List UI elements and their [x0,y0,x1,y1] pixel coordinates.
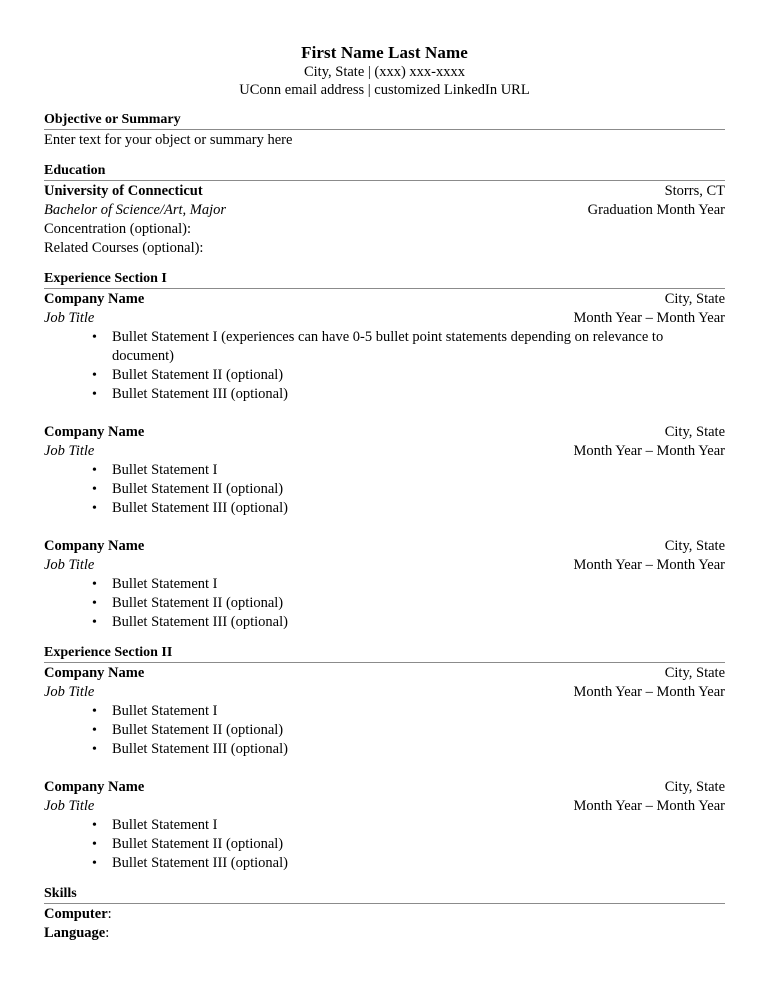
skill-row[interactable] [44,905,725,924]
experience-1-entries [44,289,725,632]
applicant-name: First Name Last Name [301,43,468,62]
experience-bullet-item[interactable]: • Bullet Statement I [92,702,725,721]
experience-title-row [44,797,725,816]
experience-bullet-item[interactable]: • Bullet Statement I [92,575,725,594]
experience-location: City, State [664,665,725,681]
section-heading-experience-1: Experience Section I [44,271,725,289]
experience-company-name: Company Name [44,291,145,307]
experience-company-row [44,537,725,556]
resume-header [44,42,725,99]
experience-bullet-item[interactable]: • Bullet Statement I [92,816,725,835]
section-experience-1 [44,271,725,632]
experience-dates: Month Year – Month Year [573,798,725,814]
experience-location: City, State [664,424,725,440]
experience-job-title: Job Title [44,443,95,459]
section-heading-experience-2: Experience Section II [44,645,725,663]
experience-bullet-item[interactable]: • Bullet Statement III (optional) [92,740,725,759]
experience-bullet-list [44,816,725,873]
experience-bullet-list [44,702,725,759]
skill-colon: : [107,906,112,922]
experience-bullet-item[interactable]: • Bullet Statement III (optional) [92,499,725,518]
experience-location: City, State [664,779,725,795]
experience-entry [44,423,725,518]
experience-entry [44,664,725,759]
experience-bullet-list [44,461,725,518]
experience-entry [44,290,725,404]
experience-bullet-list [44,575,725,632]
education-location: Storrs, CT [664,183,725,199]
skills-rows [44,904,725,943]
education-graduation-date: Graduation Month Year [587,202,725,218]
contact-line-location-phone: City, State | (xxx) xxx-xxxx [303,64,466,80]
experience-entry [44,778,725,873]
experience-company-row [44,423,725,442]
skill-row[interactable] [44,924,725,943]
experience-2-entries [44,663,725,873]
education-degree: Bachelor of Science/Art, Major [44,202,227,218]
experience-job-title: Job Title [44,557,95,573]
section-heading-objective: Objective or Summary [44,112,725,130]
education-concentration[interactable]: Concentration (optional): [44,221,191,237]
experience-bullet-item[interactable]: • Bullet Statement II (optional) [92,594,725,613]
education-degree-row [44,201,725,220]
education-school-name: University of Connecticut [44,183,203,199]
experience-company-row [44,290,725,309]
experience-bullet-item[interactable]: • Bullet Statement III (optional) [92,385,725,404]
experience-bullet-list [44,328,725,404]
experience-job-title: Job Title [44,684,95,700]
experience-location: City, State [664,538,725,554]
skill-label: Computer [44,906,108,922]
experience-bullet-item[interactable]: • Bullet Statement I (experiences can have 0-5 bullet point statements depending on relevance to document) [92,328,725,366]
experience-company-name: Company Name [44,538,145,554]
contact-line-email-linkedin: UConn email address | customized LinkedIn URL [239,82,530,98]
section-objective [44,112,725,150]
section-experience-2 [44,645,725,873]
experience-dates: Month Year – Month Year [573,557,725,573]
experience-bullet-item[interactable]: • Bullet Statement III (optional) [92,613,725,632]
experience-location: City, State [664,291,725,307]
skill-label: Language [44,925,106,941]
section-skills [44,886,725,943]
experience-company-name: Company Name [44,424,145,440]
experience-company-row [44,778,725,797]
experience-title-row [44,442,725,461]
experience-bullet-item[interactable]: • Bullet Statement II (optional) [92,835,725,854]
experience-bullet-item[interactable]: • Bullet Statement II (optional) [92,721,725,740]
section-heading-education: Education [44,163,725,181]
experience-title-row [44,683,725,702]
experience-bullet-item[interactable]: • Bullet Statement III (optional) [92,854,725,873]
experience-bullet-item[interactable]: • Bullet Statement I [92,461,725,480]
skill-colon: : [105,925,110,941]
education-related-courses[interactable]: Related Courses (optional): [44,240,204,256]
experience-bullet-item[interactable]: • Bullet Statement II (optional) [92,480,725,499]
experience-entry [44,537,725,632]
experience-bullet-item[interactable]: • Bullet Statement II (optional) [92,366,725,385]
experience-company-name: Company Name [44,779,145,795]
education-school-row [44,182,725,201]
experience-title-row [44,309,725,328]
experience-company-name: Company Name [44,665,145,681]
experience-job-title: Job Title [44,310,95,326]
experience-company-row [44,664,725,683]
section-education [44,163,725,258]
experience-job-title: Job Title [44,798,95,814]
experience-dates: Month Year – Month Year [573,310,725,326]
section-heading-skills: Skills [44,886,725,904]
experience-dates: Month Year – Month Year [573,443,725,459]
experience-dates: Month Year – Month Year [573,684,725,700]
objective-body-text[interactable]: Enter text for your object or summary here [44,132,293,148]
experience-title-row [44,556,725,575]
